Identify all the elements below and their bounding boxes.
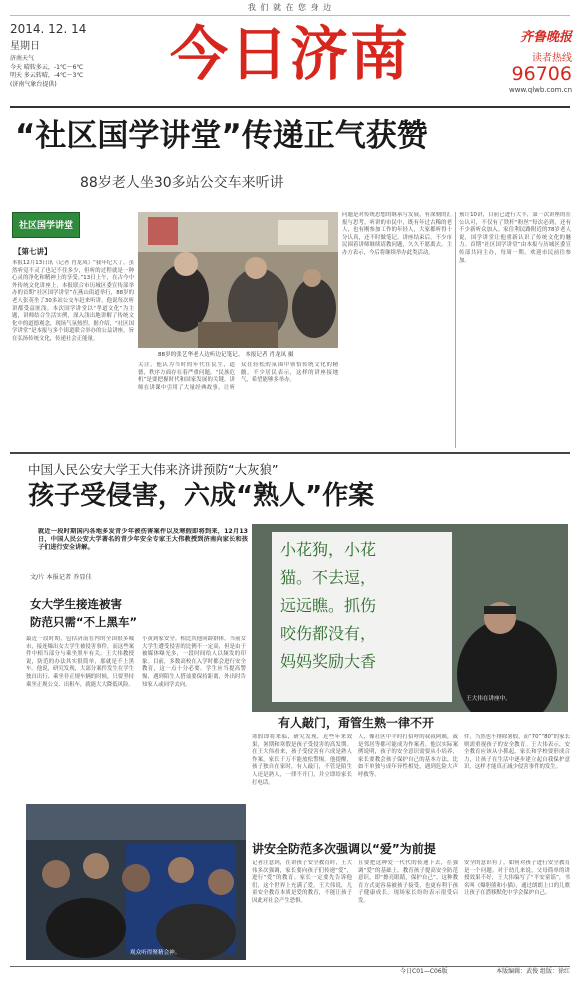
- footer-editors: 本版编辑：武俊 组版：徐红: [496, 968, 570, 975]
- hotline-number: 96706: [511, 63, 572, 85]
- masthead-left-info: [10, 22, 140, 89]
- weather-today: 今天 晴转多云，-1℃～6℃: [10, 63, 84, 71]
- story1-headline: “社区国学讲堂”传递正气获赞: [15, 118, 428, 154]
- masthead-right-info: [460, 26, 572, 94]
- masthead-title: 今日济南: [169, 20, 410, 88]
- slide-line-2: 猫。不去逗，: [280, 568, 377, 587]
- slide-line-5: 妈妈奖励大香: [280, 652, 377, 671]
- story2-headline: 孩子受侵害，六成“熟人”作案: [28, 481, 375, 511]
- guoxue-logo-text: 社区国学讲堂: [18, 221, 73, 231]
- story1-column-divider: [455, 212, 456, 448]
- story1-photo-caption: 88岁的张艺华老人边听边记笔记。 本报记者 肖龙凤 摄: [158, 352, 294, 358]
- story1-column-3: 关注。他认为当时的年代在民生，道德，秩序方面存在着严重问题，“民族危机”是要把握时代和国家发展的关键。讲师在讲课中引用了大量经典故事，让听众在轻松的氛围中领悟传统文化的精髓。不少居民表示，这样的讲座接地气，希望能够多举办。: [138, 362, 338, 391]
- slide-text: [280, 536, 450, 676]
- story1-subhead: 88岁老人坐30多站公交车来听讲: [80, 175, 284, 191]
- story1-photo-scene: [138, 212, 338, 348]
- lecture-photo-caption: 王大伟在讲座中。: [466, 696, 511, 702]
- sub2-body: 寒假即将来临，研究发现，近些年来效果，暑期和寒假是孩子受侵害的高发期。在王大伟看来，孩子受侵害有六成是熟人作案，家长千万不能放松警惕。他提醒，孩子独自在家时，有人敲门，不管是陌生人还是熟人，一律不开门，并立即给家长打电话。: [252, 734, 352, 786]
- sub1-title: 女大学生接连被害: [30, 597, 122, 611]
- footer-page: 今日C01—C06版: [400, 968, 448, 975]
- sub2-title: 有人敲门，甭管生熟一律不开: [278, 716, 435, 730]
- paper-name-logo: 齐鲁晚报: [519, 30, 572, 45]
- weather-title: 济南天气: [10, 55, 35, 62]
- sub3-title: 讲安全防范多次强调以“爱”为前提: [252, 842, 436, 856]
- audience-photo-scene: [26, 804, 246, 960]
- masthead-bottom-rule: [10, 106, 570, 108]
- story1-column-4: 问题是对传统思想的继承与发展，有深刻的汇报与思考。听讲的市民中，既有年过古稀的老人，也有刚参加工作的年轻人，大家都听得十分认真，还不时做笔记。讲座结束后，不少市民围着讲师继续请教问题，久久不愿离去。主办方表示，今后将继续举办此类活动。: [342, 212, 452, 256]
- sub1-subtitle: 防范只需“不上黑车”: [30, 615, 138, 629]
- slide-line-3: 远远瞧。抓伤: [280, 596, 377, 615]
- weather-source: (济南气象台提供): [10, 80, 57, 88]
- footer-rule: [10, 966, 570, 967]
- guoxue-logo: [12, 212, 80, 238]
- sub2-column-2: 人，像社区中平时打招呼的叔叔阿姨，或是邻居等都可能成为作案者。他以实际案例说明，孩子的安全意识需要从小培养，家长要教会孩子保护自己的基本方法，比如不单独与成年异性相处，遇到危险大声呼救等。: [358, 734, 458, 778]
- story1-bottom-rule: [10, 452, 570, 454]
- lecture-photo: [252, 524, 568, 712]
- sub3-body: 记者注意到，在讲孩子安全教育时，王大伟多次强调，家长要向孩子们传递“爱”，进行“爱”的教育。家长一定要先告诉他们，这个世界上充满了爱。王大伟说，儿童安全教育本质是爱的教育，不能让孩子因此对社会产生恐惧。: [252, 860, 352, 904]
- audience-photo-caption: 观众听得聚精会神。: [130, 950, 181, 956]
- story1-photo: [138, 212, 338, 348]
- story1-column-1: 本报12月13日讯（记者 肖龙凤）“我年纪大了，虽然听觉不灵了也记不住多少，但听的过程就是一种心灵的净化和精神上的享受。”13日上午，在古今中外传统文化讲座上，本报联合市历城区委宣传部举办的首期“社区国学讲堂”在燕山街道举行，88岁的老人张英坐了30多站公交车赶来听讲。他说每次听讲都受益匪浅。本次国学讲堂以“孝道文化”为主题，讲师结合生活实例，深入浅出地讲解了传统文化中的道德观念，现场气氛热烈。据介绍，“社区国学讲堂”是本报与多个街道联合举办的公益讲座，旨在弘扬传统文化，传递社会正能量。: [12, 260, 134, 342]
- sub3-column-2: 且要把这种爱一代代的传递下去，在强调“爱”的基础上，教育孩子提高安全防范意识，即“擦亮眼睛，保护自己”。这种教育方式更容易被孩子接受，也更有利于孩子健康成长。现场家长纷纷表示很受启发。: [358, 860, 458, 904]
- hotline-label: 读者热线: [532, 53, 572, 64]
- slide-line-4: 咬伤都没有，: [280, 624, 377, 643]
- issue-weekday: 星期日: [10, 41, 40, 52]
- slide-line-1: 小花狗，小花: [280, 540, 377, 559]
- masthead-slogan: 我 们 就 在 您 身 边: [247, 3, 333, 12]
- story2-byline: 文/片 本报记者 乔显佳: [30, 574, 92, 581]
- sub1-column-2: 小黄到家安全。相比其他同龄群体，当前女大学生遭受侵害的比例不一定高，但是由于被媒体曝光多，一段时间给人以频发的印象。目前，多数高校在入学时都会进行安全教育，这一点十分必要。学生应当提高警惕，遇到陌生人搭讪要保持距离，外出时告知家人或同学去向。: [142, 636, 246, 688]
- issue-date: 2014. 12. 14: [10, 22, 87, 36]
- sub2-column-3: 件，当然也不排除暑假，而“70”“80”的家长则需重视孩子的安全教育。王大伟表示，安全教育应该从小抓起，家长和学校要形成合力，让孩子在生活中逐步建立起自我保护意识，这样才能真正减少侵害事件的发生。: [464, 734, 570, 771]
- sub1-body: 最近一段时期，包括济南在内的全国很多城市，接连爆出女大学生被侵害事件，而这些案件中相当部分与乘坐黑车有关。王大伟教授说，防范的办法其实很简单，那就是不上黑车。他说，研究发现，大部分案件发生在学生独自出行、乘坐非正规车辆的时候，只要坚持乘坐正规公交、出租车，就能大大降低风险。: [26, 636, 134, 688]
- sub3-column-3: 安全的意识有了，如何对孩子进行安全教育是一个问题。对于幼儿来说，父母简单的讲授效果不好，王大伟编写了“平安童谣”，书名叫《爆胆熊和小猫》，通过朗朗上口的儿歌让孩子在潜移默化中学会保护自己。: [464, 860, 570, 897]
- story1-column-5: 预计10讲，目前已进行大半，第一次讲座的在公认可，不仅有了铁杆“粉丝”每次必到，还有不少新听众加入。家住利民路附近的78岁老人说，国学讲堂让他重新认识了传统文化的魅力。首期“社区国学讲堂”由本报与历城区委宣传部共同主办，每周一期，欢迎市民前往参加。: [459, 212, 571, 264]
- weather-tomorrow: 明天 多云转晴，-4℃～3℃: [10, 72, 84, 80]
- story2-intro: 就近一段时期国内各地多发青少年被伤害案件以及寒假即将到来，12月13日，中国人民公安大学著名的青少年安全专家王大伟教授到济南向家长和孩子们进行安全讲解。: [38, 528, 248, 551]
- website[interactable]: www.qlwb.com.cn: [509, 86, 572, 94]
- story2-kicker: 中国人民公安大学王大伟来济讲预防“大灰狼”: [28, 462, 279, 477]
- lecture-number: 【第七讲】: [14, 247, 52, 256]
- audience-photo: [26, 804, 246, 960]
